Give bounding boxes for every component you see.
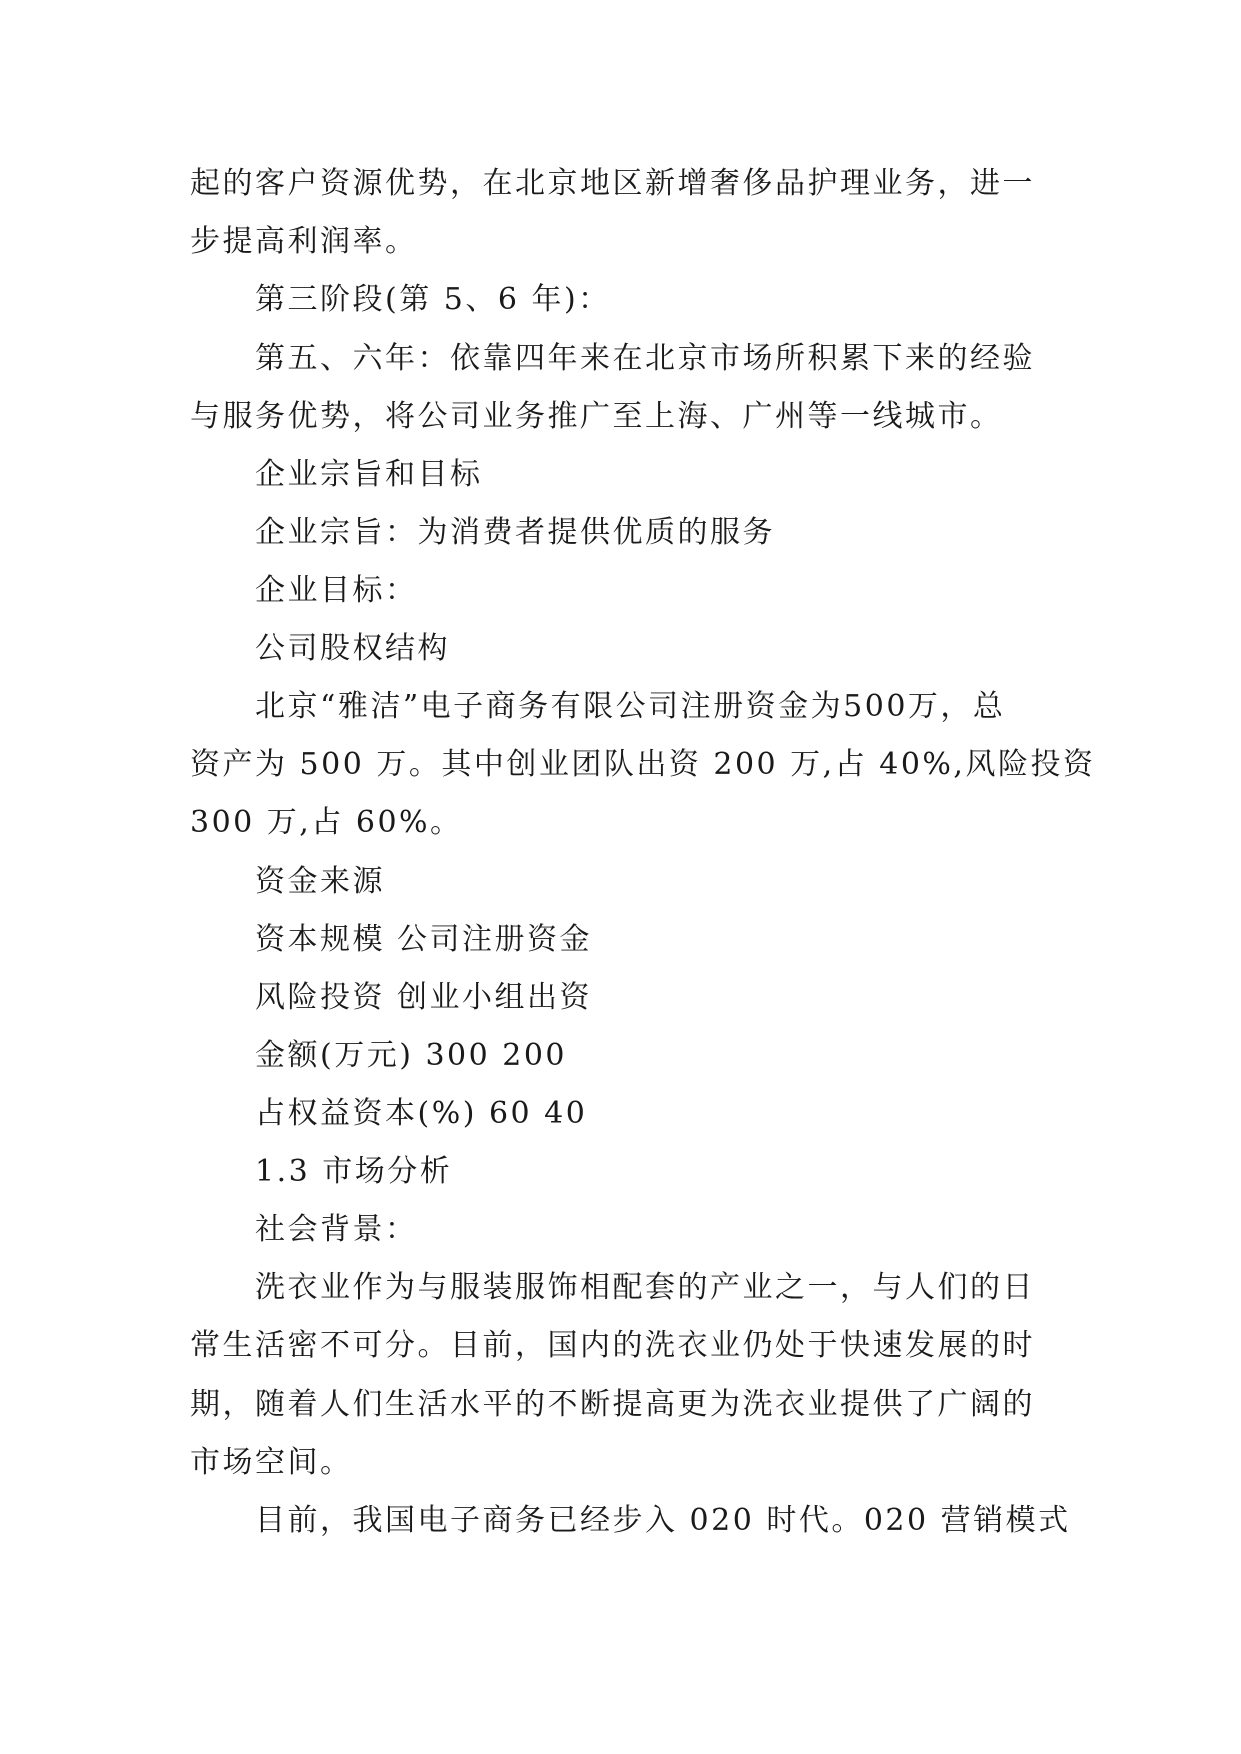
text-line: 期，随着人们生活水平的不断提高更为洗衣业提供了广阔的 [190, 1387, 1035, 1422]
section-heading: 企业宗旨和目标 [255, 457, 483, 492]
table-row: 资本规模 公司注册资金 [255, 922, 593, 957]
text-line: 第五、六年：依靠四年来在北京市场所积累下来的经验 [255, 341, 1035, 376]
text-line: 起的客户资源优势，在北京地区新增奢侈品护理业务，进一 [190, 166, 1035, 201]
text-line: 步提高利润率。 [190, 224, 418, 259]
section-heading: 公司股权结构 [255, 631, 450, 666]
text-line: 300 万,占 60%。 [190, 805, 463, 840]
section-heading: 1.3 市场分析 [255, 1154, 453, 1189]
stage-heading: 第三阶段(第 5、6 年)： [255, 282, 611, 317]
text-line: 洗衣业作为与服装服饰相配套的产业之一，与人们的日 [255, 1270, 1035, 1305]
text-line: 企业目标： [255, 573, 418, 608]
text-line: 资产为 500 万。其中创业团队出资 200 万,占 40%,风险投资 [190, 747, 1096, 782]
text-line: 市场空间。 [190, 1445, 353, 1480]
section-heading: 资金来源 [255, 864, 385, 899]
text-line: 北京“雅洁”电子商务有限公司注册资金为500万，总 [255, 689, 1006, 724]
section-heading: 社会背景： [255, 1212, 418, 1247]
text-line: 常生活密不可分。目前，国内的洗衣业仍处于快速发展的时 [190, 1328, 1035, 1363]
table-row: 风险投资 创业小组出资 [255, 980, 593, 1015]
text-line: 目前，我国电子商务已经步入 020 时代。020 营销模式 [255, 1503, 1071, 1538]
table-row: 占权益资本(%) 60 40 [255, 1096, 588, 1131]
table-row: 金额(万元) 300 200 [255, 1038, 568, 1073]
text-line: 与服务优势，将公司业务推广至上海、广州等一线城市。 [190, 399, 1003, 434]
text-line: 企业宗旨：为消费者提供优质的服务 [255, 515, 775, 550]
